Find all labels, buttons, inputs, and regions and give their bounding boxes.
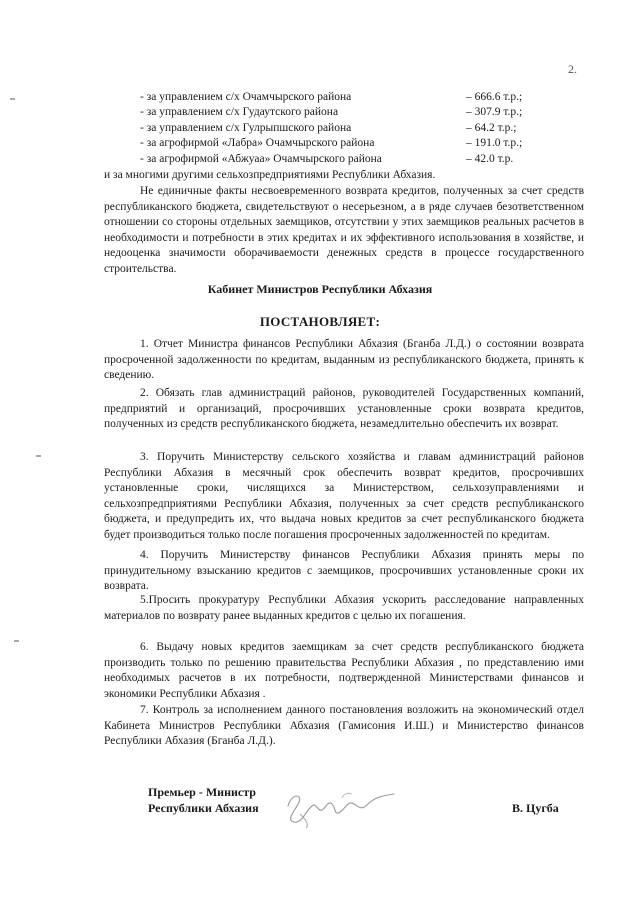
debt-row <box>140 152 560 167</box>
page-number: 2. <box>568 62 577 76</box>
resolution-item-6: 6. Выдачу новых кредитов заемщикам за счет средств республиканского бюджета производить только по решению правительства Республики Абхазия , по представлению ими необходимых расчетов в их потребности, подтвержденной Министерствами финансов и экономики Республики Абхазия . <box>104 641 584 700</box>
handwritten-signature <box>282 780 402 830</box>
resolution-heading: ПОСТАНОВЛЯЕТ: <box>259 314 381 329</box>
debtor-name: - за агрофирмой «Абжуаа» Очамчырского района <box>140 152 382 165</box>
debt-amount: – 191.0 т.р.; <box>466 137 523 150</box>
intro-paragraph: Не единичные факты несвоевременного возврата кредитов, полученных за счет средств республиканского бюджета, свидетельствуют о несерьезном, а в ряде случаев безответственном отношении со стороны отдельных заемщиков, отсутствии у этих заемщиков реальных расчетов в необходимости и потребности в этих кредитах и их эффективного использования в хозяйстве, и недооценка значимости оборачиваемости денежных средств в процессе государственного строительства. <box>104 185 584 275</box>
signature-title-line1: Премьер - Министр <box>148 785 256 799</box>
debt-list <box>140 90 560 167</box>
scan-mark <box>10 98 15 100</box>
debts-tail: и за многими другими сельхозпредприятиями Республики Абхазия. <box>104 169 436 181</box>
debtor-name: - за агрофирмой «Лабра» Очамчырского района <box>140 137 375 150</box>
debt-amount: – 666.6 т.р.; <box>466 91 523 103</box>
resolution-item-1: 1. Отчет Министра финансов Республики Абхазия (Бганба Л.Д.) о состоянии возврата просроченной задолженности по кредитам, выданным из республиканского бюджета, принять к сведению. <box>104 338 584 382</box>
signatory-name: В. Цугба <box>512 801 559 815</box>
resolution-item-4: 4. Поручить Министерству финансов Республики Абхазия принять меры по принудительному взысканию кредитов с заемщиков, просрочивших установленные сроки их возврата. <box>104 549 584 593</box>
resolution-item-5: 5.Просить прокуратуру Республики Абхазия ускорить расследование направленных материалов по возврату ранее выданных кредитов с целью их погашения. <box>104 594 584 622</box>
debt-row <box>140 136 560 151</box>
debt-row <box>140 105 560 120</box>
resolution-item-7: 7. Контроль за исполнением данного постановления возложить на экономический отдел Кабинета Министров Республики Абхазия (Гамисония И.Ш.) и Министерство финансов Республики Абхазия (Бганба Л.Д.). <box>104 704 584 748</box>
debt-amount: – 307.9 т.р.; <box>466 106 523 119</box>
debt-row <box>140 121 560 136</box>
debt-row <box>140 90 560 105</box>
debtor-name: - за управлением с/х Очамчырского района <box>140 91 352 103</box>
resolution-item-3: 3. Поручить Министерству сельского хозяйства и главам администраций районов Республики Абхазия в месячный срок обеспечить возврат кредитов, просрочивших установленные сроки, числящихся за Министерством, сельхозуправлениями и сельхозпредприятиями Республики Абхазия, полученных за счет средств республиканского бюджета, и предупредить их, что выдача новых кредитов за счет республиканского бюджета будет производиться только после погашения просроченных задолженностей по кредитам. <box>104 451 584 541</box>
debt-amount: – 42.0 т.р. <box>466 152 514 165</box>
signature-title-line2: Республики Абхазия <box>148 801 259 815</box>
scan-mark <box>14 640 19 642</box>
debtor-name: - за управлением с/х Гулрыпшского района <box>140 121 352 134</box>
debt-amount: – 64.2 т.р.; <box>466 121 517 134</box>
kabinet-title: Кабинет Министров Республики Абхазия <box>207 282 433 296</box>
scan-mark <box>36 455 41 457</box>
resolution-item-2: 2. Обязать глав администраций районов, руководителей Государственных компаний, предприятий и организаций, просрочивших установленные сроки возврата кредитов, полученных из средств республиканского бюджета, незамедлительно обеспечить их возврат. <box>104 387 584 431</box>
signature-title <box>148 784 259 816</box>
debtor-name: - за управлением с/х Гудаутского района <box>140 106 339 119</box>
